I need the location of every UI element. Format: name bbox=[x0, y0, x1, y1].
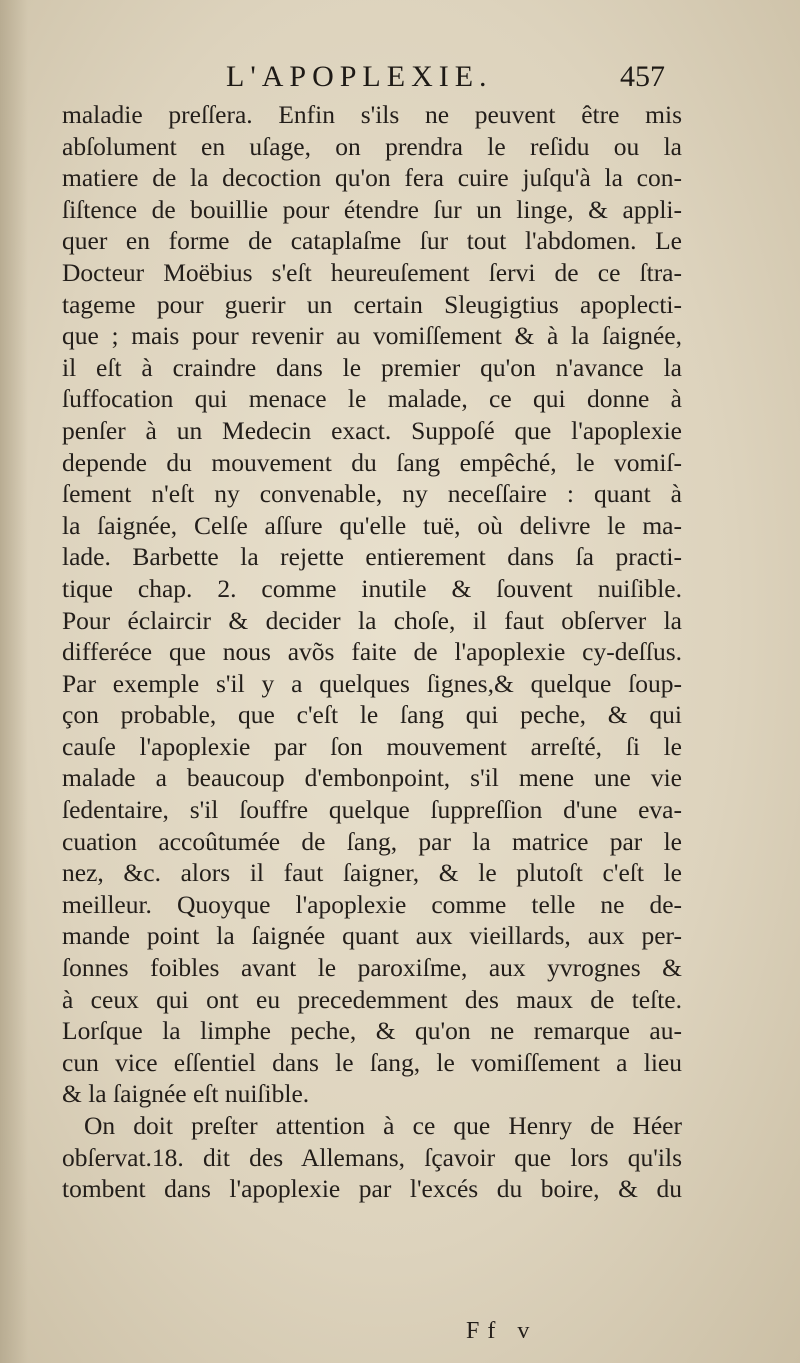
text-line: abſolument en uſage, on prendra le reſidu ou la bbox=[62, 131, 682, 161]
text-line: cun vice eſſentiel dans le ſang, le vomiſſement a lieu bbox=[62, 1047, 682, 1077]
text-line: & la ſaignée eſt nuiſible. bbox=[62, 1079, 310, 1109]
text-line: On doit preſter attention à ce que Henry de Héer bbox=[84, 1111, 682, 1140]
text-line: maladie preſſera. Enfin s'ils ne peuvent être mis bbox=[62, 100, 682, 129]
body-text bbox=[62, 99, 682, 1205]
text-line: çon probable, que c'eſt le ſang qui peche, & qui bbox=[62, 700, 682, 730]
text-line: cauſe l'apoplexie par ſon mouvement arreſté, ſi le bbox=[62, 731, 682, 761]
text-line: tique chap. 2. comme inutile & ſouvent nuiſible. bbox=[62, 573, 682, 603]
running-head-title: L'APOPLEXIE. bbox=[226, 60, 493, 93]
text-line: il eſt à craindre dans le premier qu'on n'avance la bbox=[62, 352, 682, 382]
text-line: depende du mouvement du ſang empêché, le vomiſ- bbox=[62, 447, 682, 477]
text-line: malade a beaucoup d'embonpoint, s'il mene une vie bbox=[62, 763, 682, 793]
text-line: la ſaignée, Celſe aſſure qu'elle tuë, où delivre le ma- bbox=[62, 510, 682, 540]
text-line: Docteur Moëbius s'eſt heureuſement ſervi de ce ſtra- bbox=[62, 257, 682, 287]
text-line: tombent dans l'apoplexie par l'excés du boire, & du bbox=[62, 1174, 682, 1204]
text-line: meilleur. Quoyque l'apoplexie comme telle ne de- bbox=[62, 889, 682, 919]
text-line: que ; mais pour revenir au vomiſſement & à la ſaignée, bbox=[62, 321, 682, 351]
text-line: Par exemple s'il y a quelques ſignes,& quelque ſoup- bbox=[62, 668, 682, 698]
text-line: ſuffocation qui menace le malade, ce qui donne à bbox=[62, 384, 682, 414]
text-line: obſervat.18. dit des Allemans, ſçavoir que lors qu'ils bbox=[62, 1142, 682, 1172]
text-line: nez, &c. alors il faut ſaigner, & le plutoſt c'eſt le bbox=[62, 858, 682, 888]
text-line: cuation accoûtumée de ſang, par la matrice par le bbox=[62, 826, 682, 856]
page-gutter-shadow bbox=[0, 0, 28, 1363]
text-line: matiere de la decoction qu'on fera cuire juſqu'à la con- bbox=[62, 163, 682, 193]
page-number: 457 bbox=[620, 60, 665, 93]
catchword-signature: Ff v bbox=[466, 1318, 538, 1344]
text-line: lade. Barbette la rejette entierement dans ſa practi- bbox=[62, 542, 682, 572]
text-line: penſer à un Medecin exact. Suppoſé que l'apoplexie bbox=[62, 415, 682, 445]
text-line: ſonnes foibles avant le paroxiſme, aux yvrognes & bbox=[62, 953, 682, 983]
text-line: tageme pour guerir un certain Sleugigtius apoplecti- bbox=[62, 289, 682, 319]
text-line: differéce que nous avõs faite de l'apoplexie cy-deſſus. bbox=[62, 637, 682, 667]
text-line: Pour éclaircir & decider la choſe, il faut obſerver la bbox=[62, 605, 682, 635]
text-line: quer en forme de cataplaſme ſur tout l'abdomen. Le bbox=[62, 226, 682, 256]
text-line: ſiſtence de bouillie pour étendre ſur un linge, & appli- bbox=[62, 194, 682, 224]
text-line: à ceux qui ont eu precedemment des maux de teſte. bbox=[62, 984, 682, 1014]
text-line: Lorſque la limphe peche, & qu'on ne remarque au- bbox=[62, 1016, 682, 1046]
text-line: mande point la ſaignée quant aux vieillards, aux per- bbox=[62, 921, 682, 951]
text-line: ſement n'eſt ny convenable, ny neceſſaire : quant à bbox=[62, 479, 682, 509]
text-line: ſedentaire, s'il ſouffre quelque ſuppreſſion d'une eva- bbox=[62, 795, 682, 825]
